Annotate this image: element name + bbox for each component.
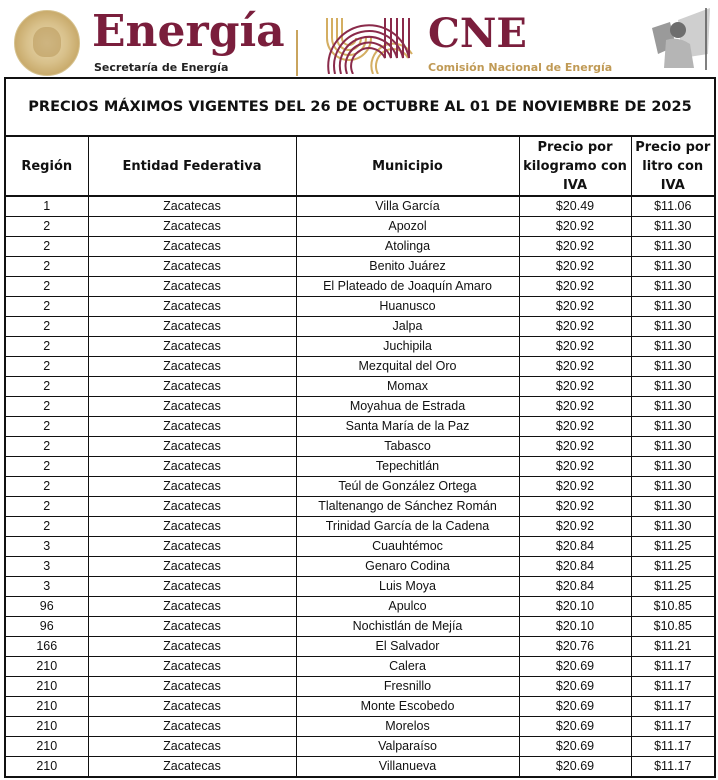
cell-precio-litro: $11.30 [631, 337, 715, 357]
cell-entidad: Zacatecas [88, 617, 296, 637]
table-row [5, 577, 715, 597]
cell-municipio: Valparaíso [296, 737, 519, 757]
table-row [5, 317, 715, 337]
document-header [0, 0, 718, 77]
cell-precio-kg: $20.84 [519, 537, 631, 557]
cell-precio-litro: $10.85 [631, 617, 715, 637]
cell-region: 2 [5, 417, 88, 437]
cell-region: 2 [5, 377, 88, 397]
cell-region: 96 [5, 597, 88, 617]
table-title: PRECIOS MÁXIMOS VIGENTES DEL 26 DE OCTUBRE AL 01 DE NOVIEMBRE DE 2025 [5, 78, 715, 136]
cell-municipio: Tlaltenango de Sánchez Román [296, 497, 519, 517]
table-row [5, 517, 715, 537]
cne-subtitle: Comisión Nacional de Energía [428, 61, 613, 74]
cell-precio-litro: $11.30 [631, 217, 715, 237]
cell-entidad: Zacatecas [88, 717, 296, 737]
table-row [5, 617, 715, 637]
cell-precio-kg: $20.10 [519, 617, 631, 637]
cell-precio-litro: $11.25 [631, 557, 715, 577]
cell-entidad: Zacatecas [88, 737, 296, 757]
cell-precio-kg: $20.92 [519, 277, 631, 297]
cell-entidad: Zacatecas [88, 317, 296, 337]
cell-region: 2 [5, 397, 88, 417]
cell-precio-litro: $11.30 [631, 397, 715, 417]
cell-entidad: Zacatecas [88, 677, 296, 697]
cell-entidad: Zacatecas [88, 217, 296, 237]
cell-municipio: Apulco [296, 597, 519, 617]
cell-region: 3 [5, 557, 88, 577]
cell-precio-litro: $11.30 [631, 377, 715, 397]
cell-precio-litro: $11.30 [631, 357, 715, 377]
table-title-row [5, 78, 715, 136]
cell-precio-litro: $11.30 [631, 257, 715, 277]
table-row [5, 377, 715, 397]
cell-region: 210 [5, 757, 88, 778]
cell-precio-kg: $20.76 [519, 637, 631, 657]
cell-precio-litro: $11.30 [631, 317, 715, 337]
cell-region: 2 [5, 357, 88, 377]
cell-precio-litro: $11.30 [631, 297, 715, 317]
cell-precio-kg: $20.84 [519, 557, 631, 577]
cell-entidad: Zacatecas [88, 196, 296, 217]
column-header-municipio: Municipio [296, 136, 519, 196]
cell-entidad: Zacatecas [88, 297, 296, 317]
cell-precio-kg: $20.92 [519, 477, 631, 497]
cell-region: 210 [5, 717, 88, 737]
cell-region: 2 [5, 517, 88, 537]
cell-precio-kg: $20.92 [519, 517, 631, 537]
cell-entidad: Zacatecas [88, 697, 296, 717]
cell-precio-litro: $11.30 [631, 277, 715, 297]
cell-municipio: Genaro Codina [296, 557, 519, 577]
cell-precio-litro: $11.17 [631, 697, 715, 717]
cell-entidad: Zacatecas [88, 497, 296, 517]
table-row [5, 196, 715, 217]
cell-municipio: Momax [296, 377, 519, 397]
cell-precio-litro: $10.85 [631, 597, 715, 617]
cell-region: 166 [5, 637, 88, 657]
cell-region: 210 [5, 737, 88, 757]
cell-municipio: Teúl de González Ortega [296, 477, 519, 497]
cell-precio-kg: $20.69 [519, 757, 631, 778]
cell-municipio: Tabasco [296, 437, 519, 457]
table-row [5, 237, 715, 257]
table-row [5, 417, 715, 437]
cell-entidad: Zacatecas [88, 377, 296, 397]
cell-precio-kg: $20.69 [519, 657, 631, 677]
cell-region: 2 [5, 457, 88, 477]
table-row [5, 437, 715, 457]
cell-precio-kg: $20.92 [519, 497, 631, 517]
cell-region: 2 [5, 297, 88, 317]
table-row [5, 677, 715, 697]
cell-precio-litro: $11.30 [631, 517, 715, 537]
heroine-with-flag-icon [648, 6, 714, 72]
cell-municipio: Huanusco [296, 297, 519, 317]
table-row [5, 297, 715, 317]
cell-region: 2 [5, 497, 88, 517]
cell-entidad: Zacatecas [88, 257, 296, 277]
cell-municipio: Villanueva [296, 757, 519, 778]
cell-precio-kg: $20.92 [519, 417, 631, 437]
cell-precio-litro: $11.25 [631, 577, 715, 597]
cell-municipio: Jalpa [296, 317, 519, 337]
cell-municipio: Juchipila [296, 337, 519, 357]
cell-municipio: Villa García [296, 196, 519, 217]
cell-municipio: Cuauhtémoc [296, 537, 519, 557]
cell-entidad: Zacatecas [88, 537, 296, 557]
table-row [5, 757, 715, 778]
table-row [5, 477, 715, 497]
cell-region: 96 [5, 617, 88, 637]
cell-entidad: Zacatecas [88, 437, 296, 457]
cell-precio-kg: $20.92 [519, 237, 631, 257]
cell-municipio: Apozol [296, 217, 519, 237]
cell-entidad: Zacatecas [88, 657, 296, 677]
cell-precio-kg: $20.92 [519, 457, 631, 477]
cell-municipio: Atolinga [296, 237, 519, 257]
table-row [5, 457, 715, 477]
cell-precio-litro: $11.17 [631, 717, 715, 737]
cell-municipio: Tepechitlán [296, 457, 519, 477]
cell-precio-kg: $20.10 [519, 597, 631, 617]
column-header-precio-litro: Precio por litro con IVA [631, 136, 715, 196]
cell-precio-litro: $11.17 [631, 737, 715, 757]
table-row [5, 717, 715, 737]
secretaria-subtitle: Secretaría de Energía [94, 61, 229, 74]
cell-precio-litro: $11.06 [631, 196, 715, 217]
cell-municipio: Morelos [296, 717, 519, 737]
cell-entidad: Zacatecas [88, 597, 296, 617]
cell-region: 3 [5, 577, 88, 597]
cell-precio-kg: $20.92 [519, 377, 631, 397]
cell-entidad: Zacatecas [88, 757, 296, 778]
cell-precio-litro: $11.30 [631, 437, 715, 457]
cell-entidad: Zacatecas [88, 637, 296, 657]
cell-municipio: El Salvador [296, 637, 519, 657]
table-row [5, 537, 715, 557]
table-row [5, 397, 715, 417]
price-table [4, 77, 716, 778]
secretaria-title: Energía [92, 6, 285, 57]
cell-precio-litro: $11.30 [631, 457, 715, 477]
cell-precio-litro: $11.17 [631, 677, 715, 697]
cell-precio-kg: $20.92 [519, 297, 631, 317]
cell-precio-kg: $20.92 [519, 337, 631, 357]
cell-municipio: Nochistlán de Mejía [296, 617, 519, 637]
cell-entidad: Zacatecas [88, 577, 296, 597]
cell-precio-litro: $11.30 [631, 417, 715, 437]
cell-municipio: Moyahua de Estrada [296, 397, 519, 417]
cell-region: 210 [5, 657, 88, 677]
cell-region: 3 [5, 537, 88, 557]
cne-interlocking-arcs-icon [323, 18, 416, 74]
table-header-row [5, 136, 715, 196]
cell-precio-litro: $11.30 [631, 497, 715, 517]
cell-region: 2 [5, 277, 88, 297]
cell-municipio: El Plateado de Joaquín Amaro [296, 277, 519, 297]
cell-municipio: Mezquital del Oro [296, 357, 519, 377]
cell-precio-litro: $11.30 [631, 477, 715, 497]
cell-region: 2 [5, 237, 88, 257]
cell-precio-kg: $20.92 [519, 397, 631, 417]
table-row [5, 277, 715, 297]
table-body [5, 196, 715, 777]
header-divider [296, 30, 298, 76]
cell-precio-kg: $20.69 [519, 677, 631, 697]
cell-entidad: Zacatecas [88, 557, 296, 577]
cell-municipio: Monte Escobedo [296, 697, 519, 717]
table-row [5, 257, 715, 277]
table-row [5, 497, 715, 517]
table-row [5, 597, 715, 617]
cell-precio-kg: $20.92 [519, 317, 631, 337]
cell-entidad: Zacatecas [88, 457, 296, 477]
column-header-precio-kg: Precio por kilogramo con IVA [519, 136, 631, 196]
cell-region: 2 [5, 437, 88, 457]
cell-region: 2 [5, 337, 88, 357]
table-row [5, 357, 715, 377]
cell-precio-litro: $11.17 [631, 757, 715, 778]
table-row [5, 637, 715, 657]
cell-region: 210 [5, 677, 88, 697]
cell-precio-kg: $20.92 [519, 437, 631, 457]
cell-precio-kg: $20.92 [519, 357, 631, 377]
cell-precio-kg: $20.69 [519, 717, 631, 737]
table-row [5, 557, 715, 577]
cell-entidad: Zacatecas [88, 237, 296, 257]
cell-municipio: Santa María de la Paz [296, 417, 519, 437]
cell-precio-kg: $20.92 [519, 217, 631, 237]
cell-entidad: Zacatecas [88, 337, 296, 357]
cell-municipio: Luis Moya [296, 577, 519, 597]
mexico-coat-of-arms-seal-icon [14, 10, 80, 76]
cell-precio-kg: $20.84 [519, 577, 631, 597]
cell-municipio: Fresnillo [296, 677, 519, 697]
cell-precio-litro: $11.21 [631, 637, 715, 657]
table-row [5, 657, 715, 677]
cell-precio-litro: $11.30 [631, 237, 715, 257]
cell-entidad: Zacatecas [88, 277, 296, 297]
cell-region: 2 [5, 257, 88, 277]
cell-precio-kg: $20.92 [519, 257, 631, 277]
table-row [5, 337, 715, 357]
cell-municipio: Calera [296, 657, 519, 677]
cell-precio-litro: $11.17 [631, 657, 715, 677]
cell-entidad: Zacatecas [88, 397, 296, 417]
column-header-region: Región [5, 136, 88, 196]
cell-entidad: Zacatecas [88, 417, 296, 437]
cell-entidad: Zacatecas [88, 517, 296, 537]
cne-title: CNE [428, 10, 527, 57]
cell-region: 1 [5, 196, 88, 217]
column-header-entidad: Entidad Federativa [88, 136, 296, 196]
cell-municipio: Trinidad García de la Cadena [296, 517, 519, 537]
cell-precio-kg: $20.69 [519, 737, 631, 757]
cell-municipio: Benito Juárez [296, 257, 519, 277]
table-row [5, 737, 715, 757]
cell-region: 210 [5, 697, 88, 717]
cell-region: 2 [5, 217, 88, 237]
cell-precio-kg: $20.49 [519, 196, 631, 217]
cell-precio-kg: $20.69 [519, 697, 631, 717]
table-row [5, 697, 715, 717]
cell-region: 2 [5, 477, 88, 497]
cell-region: 2 [5, 317, 88, 337]
cell-entidad: Zacatecas [88, 477, 296, 497]
table-row [5, 217, 715, 237]
cell-precio-litro: $11.25 [631, 537, 715, 557]
cell-entidad: Zacatecas [88, 357, 296, 377]
